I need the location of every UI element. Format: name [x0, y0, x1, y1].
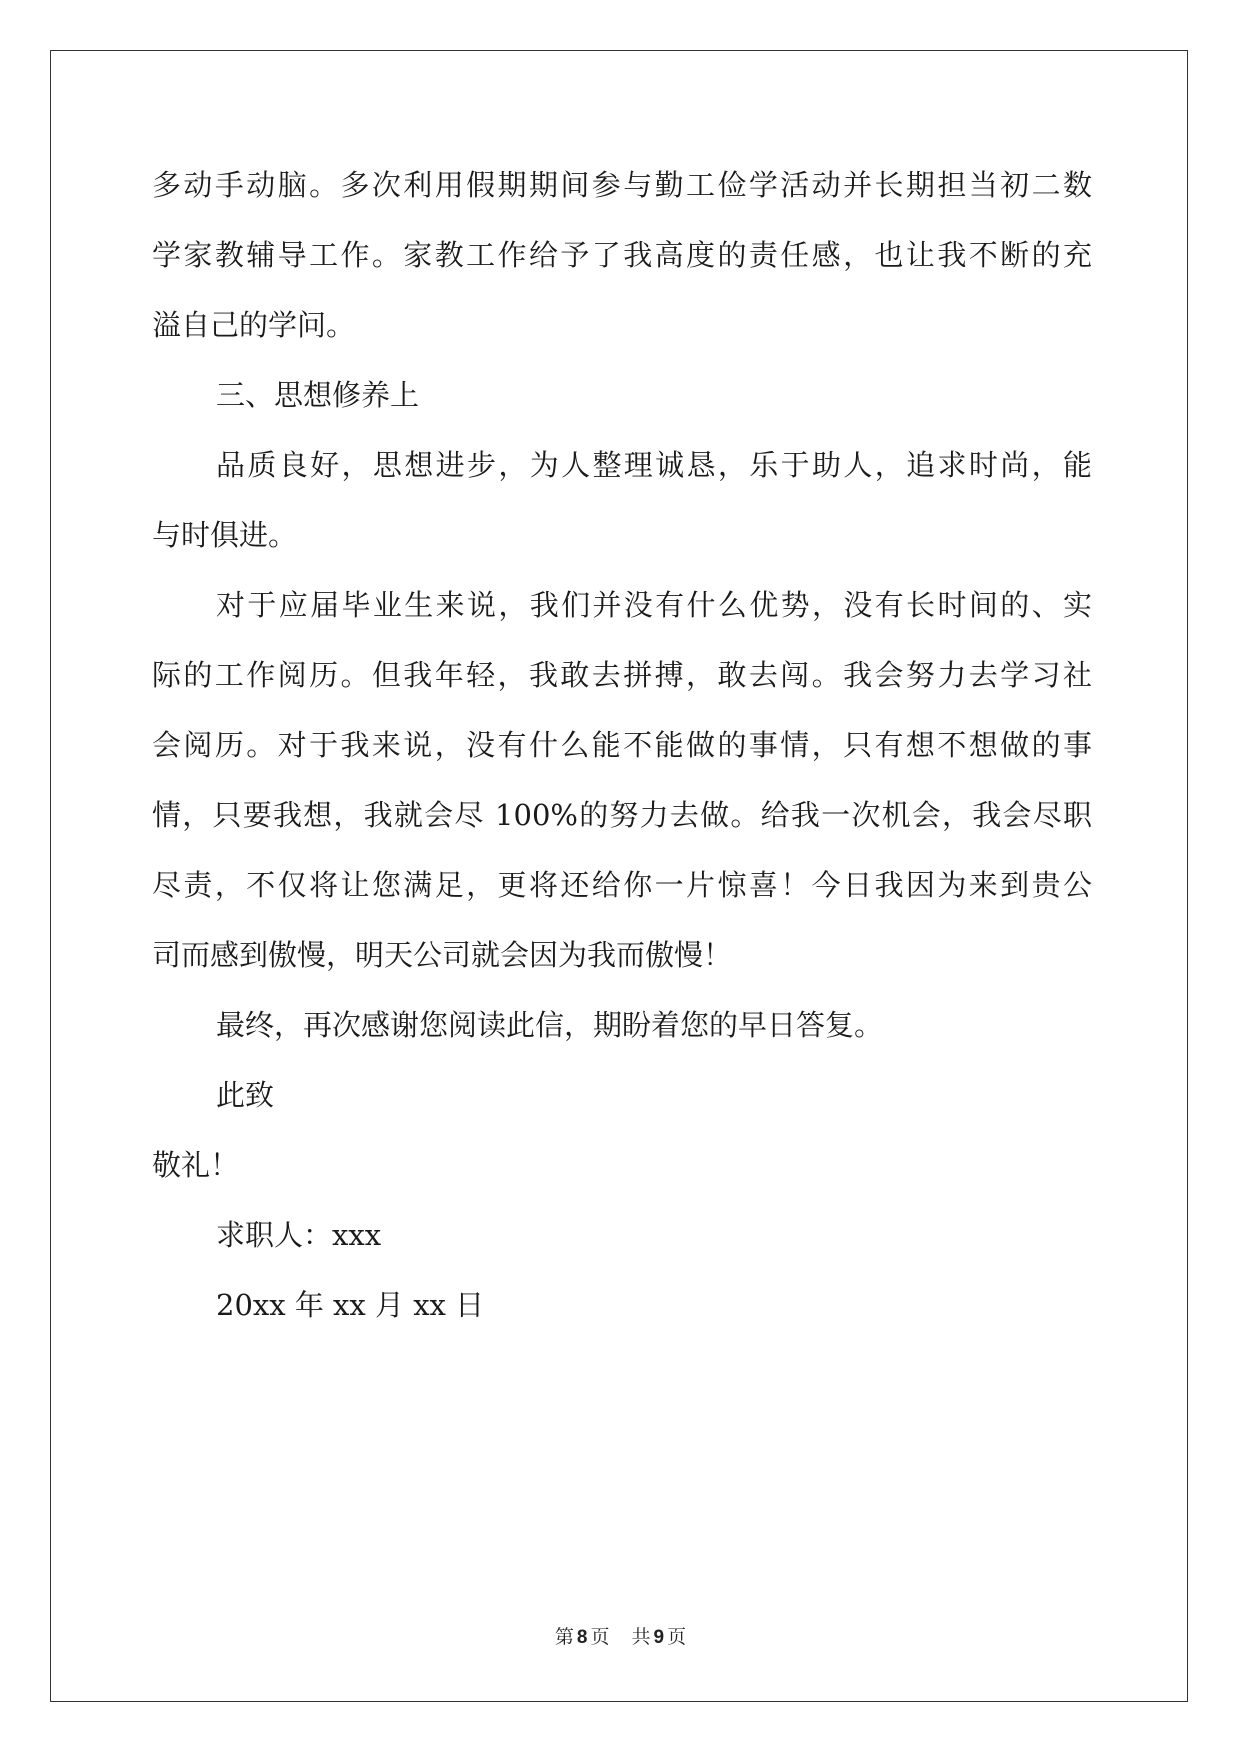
- section-heading: 三、思想修养上: [216, 378, 420, 412]
- paragraph-line: 多动手动脑。多次利用假期期间参与勤工俭学活动并长期担当初二数: [152, 168, 1092, 202]
- paragraph-line: 会阅历。对于我来说，没有什么能不能做的事情，只有想不想做的事: [152, 728, 1092, 762]
- salutation-regards: 敬礼！: [152, 1148, 240, 1182]
- paragraph-line: 对于应届毕业生来说，我们并没有什么优势，没有长时间的、实: [216, 588, 1092, 622]
- total-label-suffix: 页: [667, 1626, 687, 1648]
- paragraph-line: 与时俱进。: [152, 518, 298, 552]
- page-label-suffix: 页: [590, 1626, 610, 1648]
- closing-paragraph: 最终，再次感谢您阅读此信，期盼着您的早日答复。: [216, 1008, 884, 1042]
- paragraph-line: 际的工作阅历。但我年轻，我敢去拼搏，敢去闯。我会努力去学习社: [152, 658, 1092, 692]
- paragraph-line: 品质良好，思想进步，为人整理诚恳，乐于助人，追求时尚，能: [216, 448, 1092, 482]
- applicant-signature: 求职人：xxx: [216, 1218, 382, 1252]
- current-page-number: 8: [576, 1627, 588, 1648]
- paragraph-line: 尽责，不仅将让您满足，更将还给你一片惊喜！今日我因为来到贵公: [152, 868, 1092, 902]
- paragraph-line: 情，只要我想，我就会尽 100%的努力去做。给我一次机会，我会尽职: [152, 798, 1092, 832]
- paragraph-line: 溢自己的学问。: [152, 308, 356, 342]
- page-label-prefix: 第: [554, 1626, 574, 1648]
- letter-date: 20xx 年 xx 月 xx 日: [216, 1288, 485, 1322]
- salutation-close: 此致: [216, 1078, 275, 1112]
- total-page-number: 9: [653, 1627, 665, 1648]
- paragraph-line: 司而感到傲慢，明天公司就会因为我而傲慢！: [152, 938, 733, 972]
- paragraph-line: 学家教辅导工作。家教工作给予了我高度的责任感，也让我不断的充: [152, 238, 1092, 272]
- page-footer: [0, 1622, 1241, 1649]
- total-label-prefix: 共: [631, 1626, 651, 1648]
